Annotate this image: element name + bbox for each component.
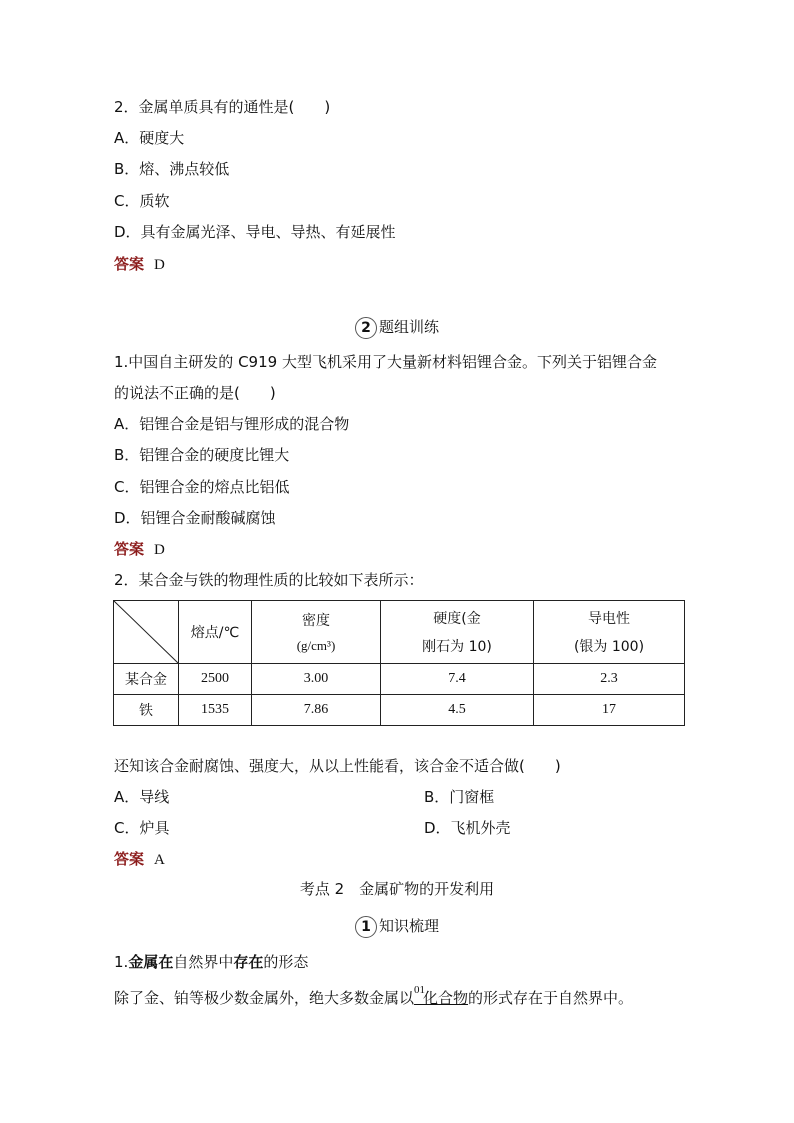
cell-conductivity: 17 — [534, 695, 685, 726]
question-stem-line2: 的说法不正确的是( ) — [114, 384, 276, 402]
answer-row — [114, 539, 165, 560]
option-c: C．质软 — [114, 192, 170, 210]
knowledge-heading: 1.金属在自然界中存在的形态 — [114, 953, 309, 971]
section-heading-training — [0, 316, 794, 339]
answer-label: 答案 — [114, 255, 145, 273]
section-heading-knowledge — [0, 915, 794, 938]
diagonal-header-cell — [114, 601, 179, 664]
header-hardness: 硬度(金 刚石为 10) — [381, 601, 534, 664]
section-subtitle: 知识梳理 — [378, 917, 439, 935]
question-stem-line1: 1.中国自主研发的 C919 大型飞机采用了大量新材料铝锂合金。下列关于铝锂合金 — [114, 353, 657, 371]
row-name: 铁 — [114, 695, 179, 726]
cell-hardness: 7.4 — [381, 664, 534, 695]
answer-label: 答案 — [114, 850, 145, 868]
question-stem: 2．金属单质具有的通性是( ) — [114, 98, 331, 116]
option-c: C．炉具 — [114, 819, 170, 837]
option-c: C．铝锂合金的熔点比铝低 — [114, 478, 290, 496]
cell-density: 3.00 — [252, 664, 381, 695]
option-b: B．铝锂合金的硬度比锂大 — [114, 446, 290, 464]
option-a: A．导线 — [114, 788, 170, 806]
cell-hardness: 4.5 — [381, 695, 534, 726]
knowledge-text: 除了金、铂等极少数金属外，绝大多数金属以$^{01}$化合物的形式存在于自然界中。 — [114, 984, 634, 1007]
section-title: 题组训练 — [378, 318, 439, 336]
option-a: A．铝锂合金是铝与锂形成的混合物 — [114, 415, 350, 433]
diagonal-line — [114, 601, 178, 663]
header-melting: 熔点/℃ — [179, 601, 252, 664]
question-intro: 2．某合金与铁的物理性质的比较如下表所示： — [114, 571, 424, 589]
answer-value: D — [154, 542, 165, 558]
cell-melting: 2500 — [179, 664, 252, 695]
topic-title: 考点 2 金属矿物的开发利用 — [299, 880, 495, 898]
circled-number-badge: 1 — [355, 916, 377, 938]
option-b: B．门窗框 — [424, 788, 495, 806]
table-row — [114, 664, 685, 695]
fill-blank — [414, 984, 469, 1007]
table-row — [114, 695, 685, 726]
row-name: 某合金 — [114, 664, 179, 695]
circled-number-badge: 2 — [355, 317, 377, 339]
header-density: 密度 (g/cm³) — [252, 601, 381, 664]
option-d: D．飞机外壳 — [424, 819, 511, 837]
blank-number: 01 — [414, 984, 426, 996]
option-d: D．具有金属光泽、导电、导热、有延展性 — [114, 223, 396, 241]
option-a: A．硬度大 — [114, 129, 185, 147]
answer-value: D — [154, 257, 165, 273]
answer-row — [114, 254, 165, 275]
cell-density: 7.86 — [252, 695, 381, 726]
cell-melting: 1535 — [179, 695, 252, 726]
blank-answer: 化合物 — [423, 989, 469, 1007]
option-b: B．熔、沸点较低 — [114, 160, 230, 178]
header-conductivity: 导电性 (银为 100) — [534, 601, 685, 664]
answer-row — [114, 849, 165, 870]
answer-label: 答案 — [114, 540, 145, 558]
option-d: D．铝锂合金耐酸碱腐蚀 — [114, 509, 276, 527]
cell-conductivity: 2.3 — [534, 664, 685, 695]
property-comparison-table — [113, 600, 685, 726]
question-stem: 还知该合金耐腐蚀、强度大，从以上性能看，该合金不适合做( ) — [114, 757, 561, 775]
answer-value: A — [154, 852, 165, 868]
table-header-row — [114, 601, 685, 664]
